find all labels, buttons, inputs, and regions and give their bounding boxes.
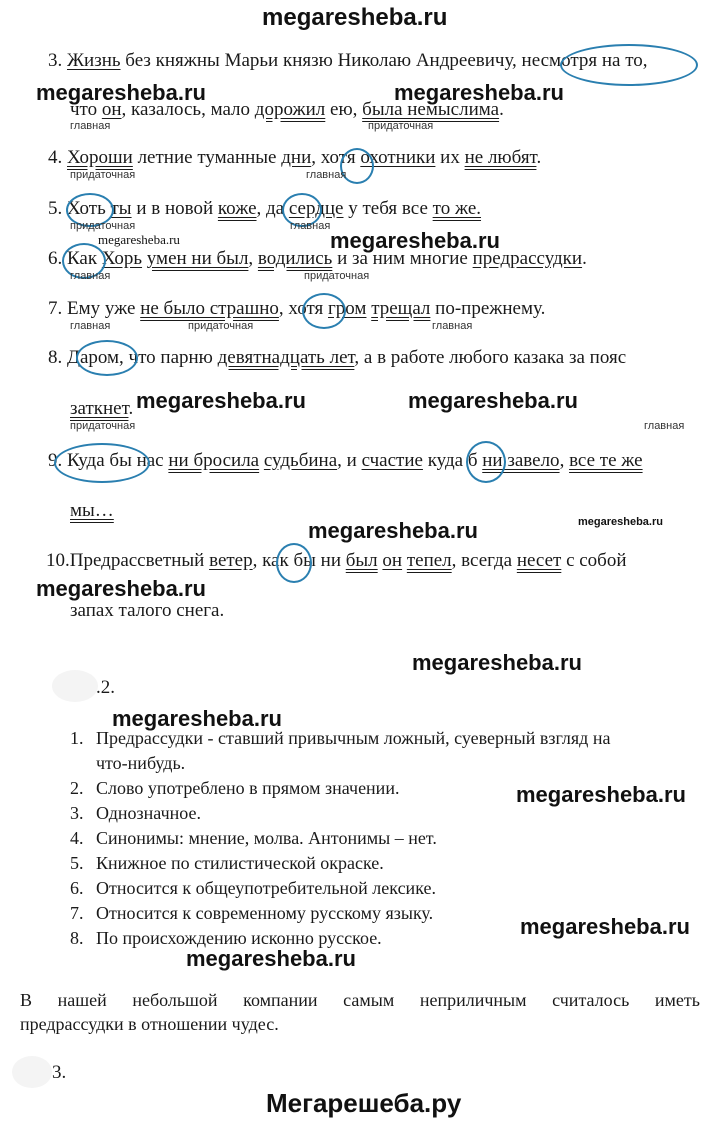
sentence-6: 6. Как Хорь умен ни был, водились и за ним многие предрассудки.: [48, 248, 587, 269]
label-sub: придаточная: [304, 270, 370, 282]
watermark: megaresheba.ru: [330, 228, 500, 253]
label-sub: придаточная: [368, 120, 434, 132]
sentence-10: 10.Предрассветный ветер, как бы ни был он тепел, всегда несет с собой: [46, 550, 627, 571]
watermark: megaresheba.ru: [98, 232, 180, 247]
watermark: megaresheba.ru: [412, 650, 582, 675]
watermark: megaresheba.ru: [394, 80, 564, 105]
sentence-3-line-1: 3. Жизнь без княжны Марьи князю Николаю Андреевичу, несмотря на то,: [48, 50, 648, 71]
task-3-title: 3.: [52, 1062, 67, 1083]
label-sub: придаточная: [188, 320, 254, 332]
sentence-3-line-2: что он, казалось, мало дорожил ею, была немыслима.: [70, 99, 504, 120]
definition-item: 3. Однозначное.: [70, 803, 201, 823]
watermark: megaresheba.ru: [36, 80, 206, 105]
circle-mark: [560, 44, 698, 86]
sentence-4: 4. Хороши летние туманные дни, хотя охотники их не любят.: [48, 147, 542, 168]
circle-mark: [466, 441, 506, 483]
sentence-9: 9. Куда бы нас ни бросила судьбина, и счастие куда б ни завело, все те же: [48, 450, 643, 471]
watermark: megaresheba.ru: [308, 518, 478, 543]
watermark: megaresheba.ru: [36, 576, 206, 601]
definition-item: 5. Книжное по стилистической окраске.: [70, 853, 384, 873]
sentence-7: 7. Ему уже не было страшно, хотя гром трещал по-прежнему.: [48, 298, 546, 319]
circle-mark: [76, 340, 138, 376]
definition-item: 1. Предрассудки - ставший привычным ложный, суеверный взгляд на: [70, 728, 611, 748]
definition-item: 7. Относится к современному русскому языку.: [70, 903, 434, 923]
label-sub: придаточная: [70, 169, 136, 181]
sentence-10-line-2: запах талого снега.: [70, 600, 225, 621]
label-main: главная: [432, 320, 473, 332]
header-site: megaresheba.ru: [262, 4, 448, 31]
watermark: megaresheba.ru: [136, 388, 306, 413]
circle-mark: [302, 293, 346, 329]
sentence-9-line-2: мы…: [70, 500, 114, 521]
watermark: megaresheba.ru: [186, 946, 356, 971]
definition-item: 6. Относится к общеупотребительной лексике.: [70, 878, 436, 898]
definition-item: 2. Слово употреблено в прямом значении.: [70, 778, 400, 798]
sentence-8-line-2: заткнет.: [70, 398, 134, 419]
sentence-number: 3.: [48, 50, 63, 71]
paragraph-line-1: В нашей небольшой компании самым неприличным считалось иметь: [20, 990, 700, 1010]
watermark: megaresheba.ru: [520, 914, 690, 939]
footer-site: Мегарешеба.ру: [266, 1088, 462, 1118]
circle-mark: [54, 443, 150, 483]
label-sub: придаточная: [70, 220, 136, 232]
erased-mark: [12, 1056, 52, 1088]
label-main: главная: [290, 220, 331, 232]
label-sub: придаточная: [70, 420, 136, 432]
watermark: megaresheba.ru: [516, 782, 686, 807]
watermark: megaresheba.ru: [408, 388, 578, 413]
watermark: megaresheba.ru: [578, 516, 663, 528]
label-main: главная: [306, 169, 347, 181]
label-main: главная: [70, 320, 111, 332]
definition-item: что-нибудь.: [96, 753, 186, 773]
label-main: главная: [70, 270, 111, 282]
definition-item: 4. Синонимы: мнение, молва. Антонимы – нет.: [70, 828, 437, 848]
label-main: главная: [70, 120, 111, 132]
definition-item: 8. По происхождению исконно русское.: [70, 928, 382, 948]
sentence-5: 5. Хоть ты и в новой коже, да сердце у тебя все то же.: [48, 198, 482, 219]
task-2-title: .2.: [96, 677, 115, 698]
watermark: megaresheba.ru: [112, 706, 282, 731]
paragraph-line-2: предрассудки в отношении чудес.: [20, 1014, 279, 1034]
erased-mark: [52, 670, 98, 702]
label-main: главная: [644, 420, 685, 432]
circle-mark: [276, 543, 312, 583]
sentence-8: 8. Даром, что парню девятнадцать лет, а в работе любого казака за пояс: [48, 347, 627, 368]
